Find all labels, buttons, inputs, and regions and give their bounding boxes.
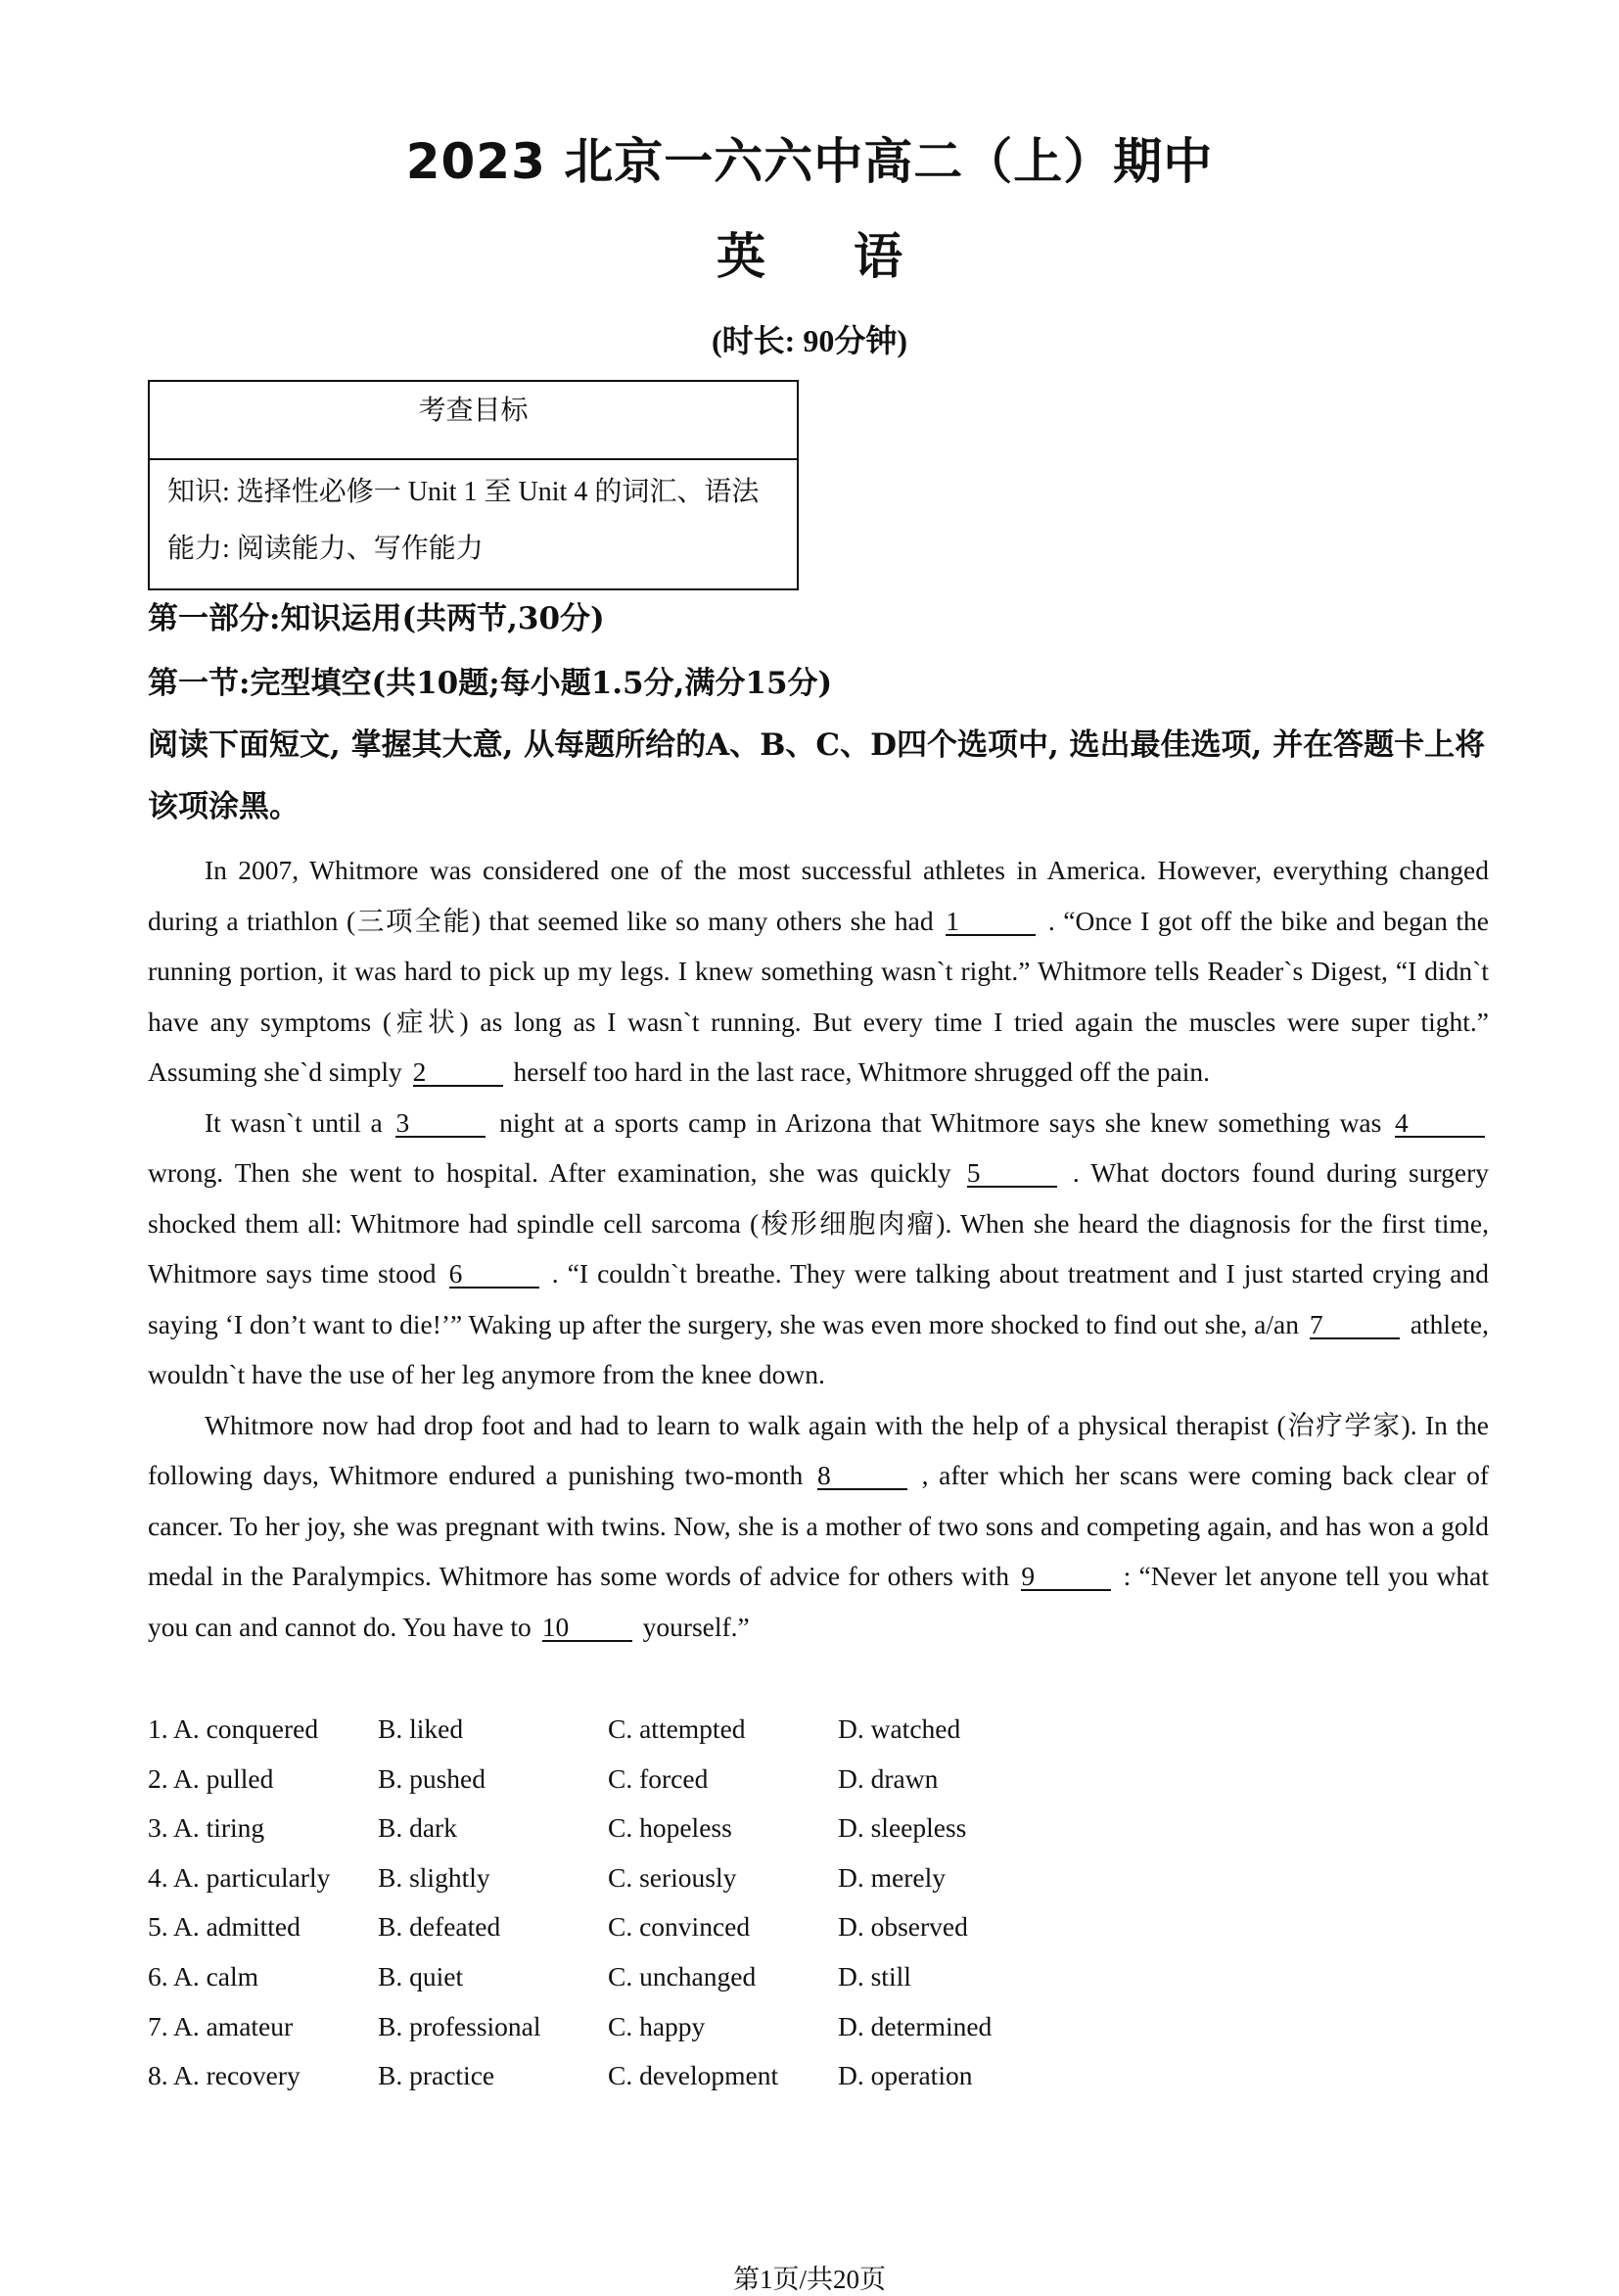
option-2d: D. drawn — [838, 1762, 939, 1794]
option-8d: D. operation — [838, 2060, 973, 2091]
option-5c: C. convinced — [608, 1911, 751, 1943]
blank-6: 6 — [449, 1261, 539, 1289]
option-8a: 8. A. recovery — [148, 2060, 301, 2091]
option-1c: C. attempted — [608, 1713, 746, 1744]
passage-text: . What doctors found during surgery shocked them all: Whitmore had spindle cell sarcoma (梭形细胞肉瘤). When she heard the diagnosis for the first time, Whitmore says time stood — [148, 1157, 1490, 1289]
passage-text: Whitmore now had drop foot and had to learn to walk again with the help of a physical therapist (治疗学家). In the following days, Whitmore endured a punishing two-month — [148, 1409, 1489, 1490]
passage-paragraph-3 — [148, 1400, 1489, 1653]
exam-title: 2023 北京一六六中高二（上）期中 — [405, 133, 1214, 190]
blank-3: 3 — [395, 1110, 486, 1138]
passage-text: yourself.” — [642, 1611, 750, 1642]
option-6d: D. still — [838, 1960, 911, 1991]
option-4c: C. seriously — [608, 1861, 737, 1893]
option-3c: C. hopeless — [608, 1812, 732, 1844]
option-3a: 3. A. tiring — [148, 1812, 265, 1844]
option-4d: D. merely — [838, 1861, 946, 1893]
passage-text: . “Once I got off the bike and began the running portion, it was hard to pick up my legs. I knew something wasn`t right.” Whitmore tells Reader`s Digest, “I didn`t have any symptoms (症状) as long as I wasn`t running. But every time I tried again the muscles were super tight.” Assuming she`d simply — [148, 905, 1490, 1087]
option-7c: C. happy — [608, 2010, 706, 2041]
passage-text: , after which her scans were coming back clear of cancer. To her joy, she was pregnant with twins. Now, she is a mother of two sons and competing again, and has won a gold medal in the Paralympics. Whitmore has some words of advice for others with — [148, 1460, 1490, 1591]
option-7a: 7. A. amateur — [148, 2010, 294, 2041]
option-2a: 2. A. pulled — [148, 1762, 274, 1794]
blank-7: 7 — [1310, 1312, 1400, 1339]
blank-9: 9 — [1021, 1564, 1111, 1591]
option-6b: B. quiet — [378, 1960, 464, 1991]
subject-title: 英语 — [717, 228, 991, 285]
option-5d: D. observed — [838, 1911, 968, 1943]
option-2b: B. pushed — [378, 1762, 486, 1794]
objectives-knowledge: 知识: 选择性必修一 Unit 1 至 Unit 4 的词汇、语法 — [167, 477, 760, 507]
option-6a: 6. A. calm — [148, 1960, 259, 1991]
option-1a: 1. A. conquered — [148, 1713, 319, 1744]
blank-8: 8 — [817, 1463, 907, 1490]
option-8c: C. development — [608, 2060, 779, 2091]
option-4b: B. slightly — [378, 1861, 490, 1893]
option-6c: C. unchanged — [608, 1960, 757, 1991]
passage-paragraph-2 — [148, 1098, 1489, 1400]
option-4a: 4. A. particularly — [148, 1861, 331, 1893]
passage-text: wrong. Then she went to hospital. After examination, she was quickly — [148, 1157, 951, 1188]
option-1d: D. watched — [838, 1713, 961, 1744]
passage-paragraph-1 — [148, 845, 1489, 1098]
option-7b: B. professional — [378, 2010, 541, 2041]
passage-text: herself too hard in the last race, Whitmore shrugged off the pain. — [513, 1056, 1210, 1087]
passage-text: athlete, wouldn`t have the use of her leg anymore from the knee down. — [148, 1308, 1489, 1389]
cloze-passage — [148, 845, 1489, 1652]
exam-duration: (时长: 90分钟) — [712, 323, 907, 358]
option-3b: B. dark — [378, 1812, 457, 1844]
option-7d: D. determined — [838, 2010, 993, 2041]
section1-heading: 第一节:完型填空(共10题;每小题1.5分,满分15分) — [148, 666, 833, 701]
passage-text: In 2007, Whitmore was considered one of the most successful athletes in America. However, everything changed during a triathlon (三项全能) that seemed like so many others she had — [148, 855, 1489, 936]
passage-text: . “I couldn`t breathe. They were talking about treatment and I just started crying and saying ‘I don’t want to die!’” Waking up after the surgery, she was even more shocked to find out she, a/an — [148, 1258, 1490, 1339]
blank-4: 4 — [1395, 1110, 1485, 1138]
objectives-box — [148, 380, 799, 590]
page-number: 第1页/共20页 — [732, 2265, 886, 2294]
passage-text: night at a sports camp in Arizona that Whitmore says she knew something was — [499, 1106, 1382, 1138]
objectives-ability: 能力: 阅读能力、写作能力 — [167, 534, 484, 564]
passage-text: : “Never let anyone tell you what you can and cannot do. You have to — [148, 1561, 1490, 1642]
option-5b: B. defeated — [378, 1911, 501, 1943]
option-3d: D. sleepless — [838, 1812, 967, 1844]
blank-2: 2 — [413, 1059, 503, 1087]
passage-text: It wasn`t until a — [205, 1106, 383, 1138]
instruction-text: 阅读下面短文, 掌握其大意, 从每题所给的A、B、C、D四个选项中, 选出最佳选项, 并在答题卡上将该项涂黑。 — [148, 727, 1486, 824]
option-2c: C. forced — [608, 1762, 709, 1794]
option-8b: B. practice — [378, 2060, 495, 2091]
option-1b: B. liked — [378, 1713, 464, 1744]
objectives-heading: 考查目标 — [150, 382, 797, 460]
blank-10: 10 — [542, 1615, 632, 1642]
blank-5: 5 — [967, 1160, 1057, 1188]
part1-heading: 第一部分:知识运用(共两节,30分) — [148, 601, 605, 636]
option-5a: 5. A. admitted — [148, 1911, 301, 1943]
blank-1: 1 — [946, 909, 1036, 936]
